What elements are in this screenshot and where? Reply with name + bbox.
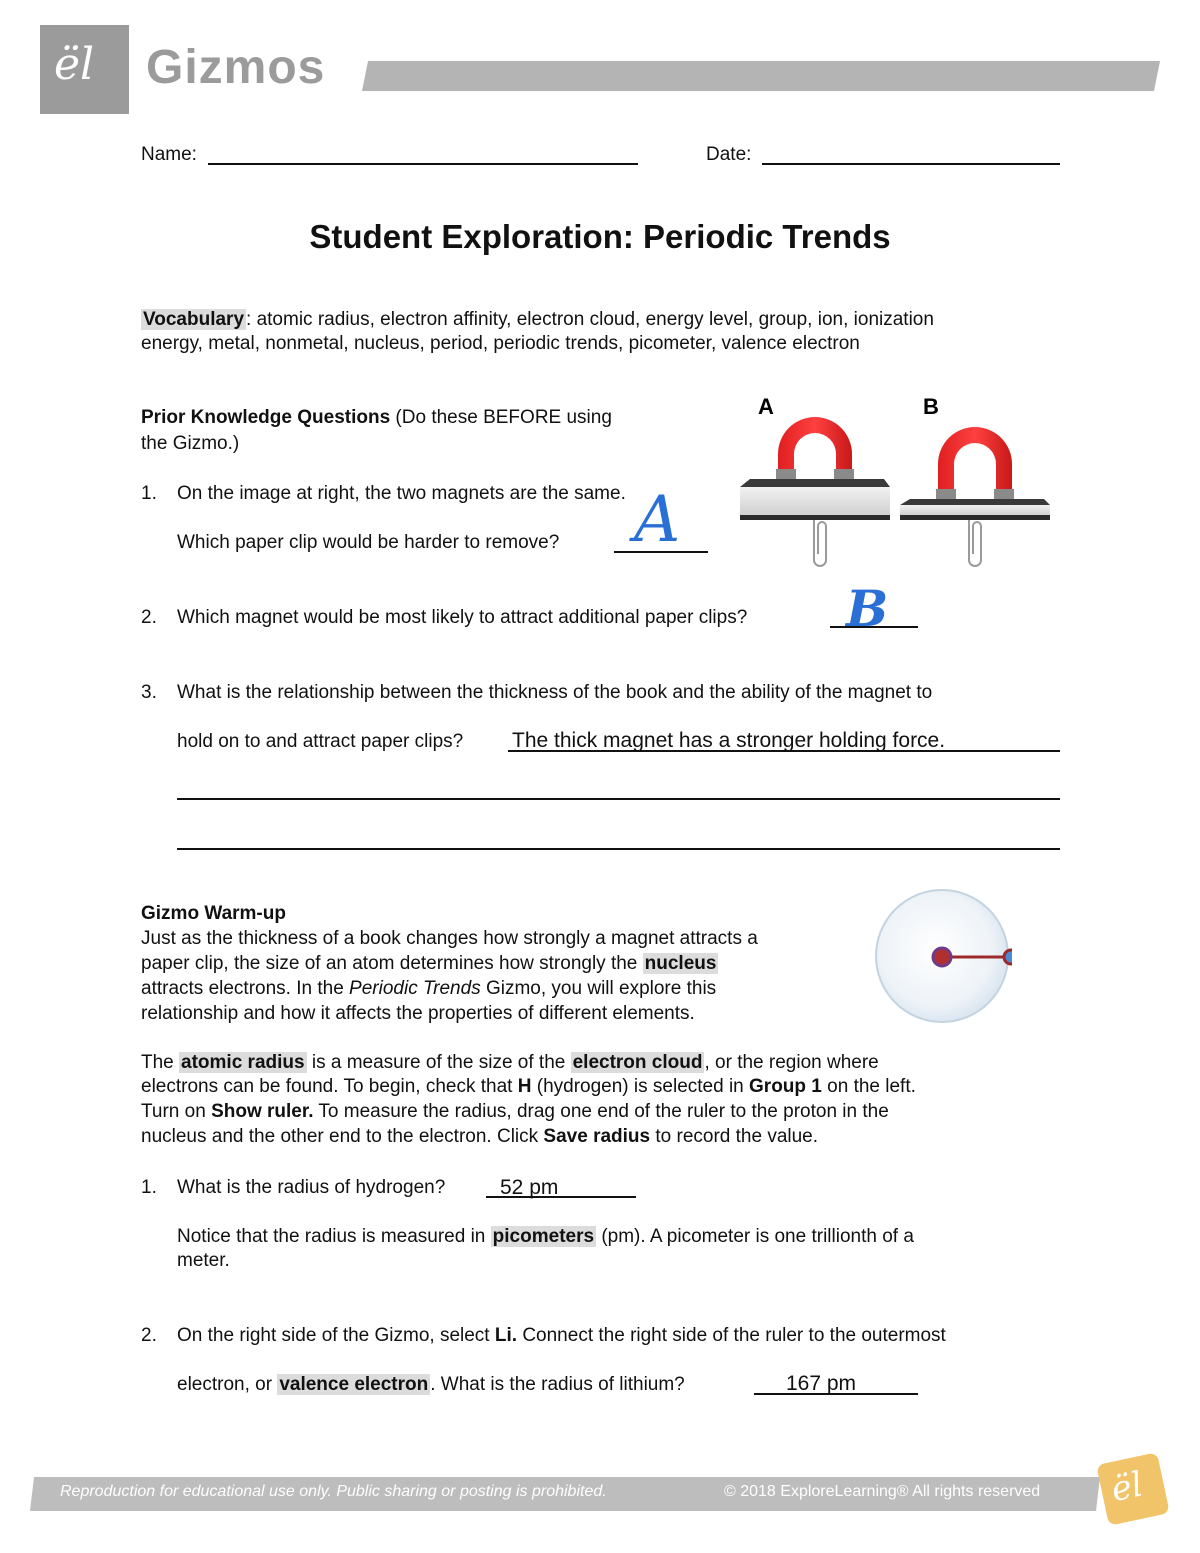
magnets-image — [736, 392, 1056, 577]
prior-q2-text: Which magnet would be most likely to attract additional paper clips? — [177, 607, 748, 628]
prior-q3-number: 3. — [141, 682, 157, 703]
date-field[interactable] — [762, 163, 1060, 165]
magnet-b — [900, 427, 1050, 566]
prior-q1-line-2: Which paper clip would be harder to remove? — [177, 532, 560, 553]
prior-q1-line-1: On the image at right, the two magnets are the same. — [177, 483, 626, 504]
page-title: Student Exploration: Periodic Trends — [309, 218, 891, 255]
warmup-q1-answer: 52 pm — [500, 1176, 559, 1199]
magnet-label-a: A — [758, 394, 774, 419]
header-logo-box — [40, 25, 129, 114]
footer-logo-mark: ël — [1107, 1464, 1147, 1510]
warmup-q2-line-1: On the right side of the Gizmo, select Li. Connect the right side of the ruler to the outermost — [177, 1325, 946, 1346]
date-label: Date: — [706, 144, 752, 165]
vocabulary-line-1: Vocabulary : atomic radius, electron affinity, electron cloud, energy level, group, ion, ionization — [143, 309, 934, 330]
warmup-heading: Gizmo Warm-up — [141, 903, 286, 924]
warmup-note-line-2: meter. — [177, 1250, 230, 1271]
warmup-q2-number: 2. — [141, 1325, 157, 1346]
footer-copyright: © 2018 ExploreLearning® All rights reserved — [724, 1483, 1041, 1500]
vocabulary-label: Vocabulary — [143, 309, 245, 330]
prior-q3-answer-line-3[interactable] — [177, 848, 1060, 850]
warmup-p2-line-4: nucleus and the other end to the electron. Click Save radius to record the value. — [141, 1126, 819, 1147]
prior-q1-answer: A — [634, 483, 681, 557]
warmup-p1-line-2: paper clip, the size of an atom determines how strongly the nucleus — [141, 953, 717, 974]
warmup-q2-line-2: electron, or valence electron . What is the radius of lithium? — [177, 1374, 685, 1395]
prior-heading: Prior Knowledge Questions (Do these BEFORE using — [141, 407, 612, 428]
logo-mark: ël — [54, 39, 95, 90]
warmup-p1-line-3: attracts electrons. In the Periodic Trends Gizmo, you will explore this — [141, 978, 717, 999]
prior-q3-line-2: hold on to and attract paper clips? — [177, 731, 464, 752]
prior-q3-answer: The thick magnet has a stronger holding force. — [512, 729, 946, 752]
prior-q2-number: 2. — [141, 607, 157, 628]
footer-logo — [1096, 1452, 1170, 1526]
warmup-q1-text: What is the radius of hydrogen? — [177, 1177, 446, 1198]
warmup-note-line-1: Notice that the radius is measured in picometers (pm). A picometer is one trillionth of a — [177, 1226, 914, 1247]
prior-q3-answer-line-2[interactable] — [177, 798, 1060, 800]
warmup-p1-line-4: relationship and how it affects the properties of different elements. — [141, 1003, 695, 1024]
brand-name: Gizmos — [146, 41, 326, 94]
name-label: Name: — [141, 144, 197, 165]
warmup-q2-answer: 167 pm — [786, 1372, 857, 1395]
prior-q2-answer: B — [846, 579, 889, 638]
magnet-a — [740, 417, 890, 566]
vocabulary-line-2: energy, metal, nonmetal, nucleus, period, periodic trends, picometer, valence electron — [141, 333, 860, 354]
warmup-p1-line-1: Just as the thickness of a book changes how strongly a magnet attracts a — [141, 928, 758, 949]
atom-image — [872, 886, 1012, 1026]
warmup-q1-number: 1. — [141, 1177, 157, 1198]
footer-notice: Reproduction for educational use only. Public sharing or posting is prohibited. — [60, 1483, 607, 1500]
header-bar — [362, 61, 1160, 91]
prior-heading-line-2: the Gizmo.) — [141, 433, 240, 454]
magnet-label-b: B — [923, 394, 939, 419]
warmup-p2-line-2: electrons can be found. To begin, check that H (hydrogen) is selected in Group 1 on the left. — [141, 1076, 916, 1097]
prior-q3-line-1: What is the relationship between the thickness of the book and the ability of the magnet to — [177, 682, 933, 703]
warmup-p2-line-1: The atomic radius is a measure of the size of the electron cloud , or the region where — [141, 1052, 879, 1073]
name-field[interactable] — [208, 163, 638, 165]
warmup-p2-line-3: Turn on Show ruler. To measure the radius, drag one end of the ruler to the proton in the — [141, 1101, 889, 1122]
prior-q1-number: 1. — [141, 483, 157, 504]
